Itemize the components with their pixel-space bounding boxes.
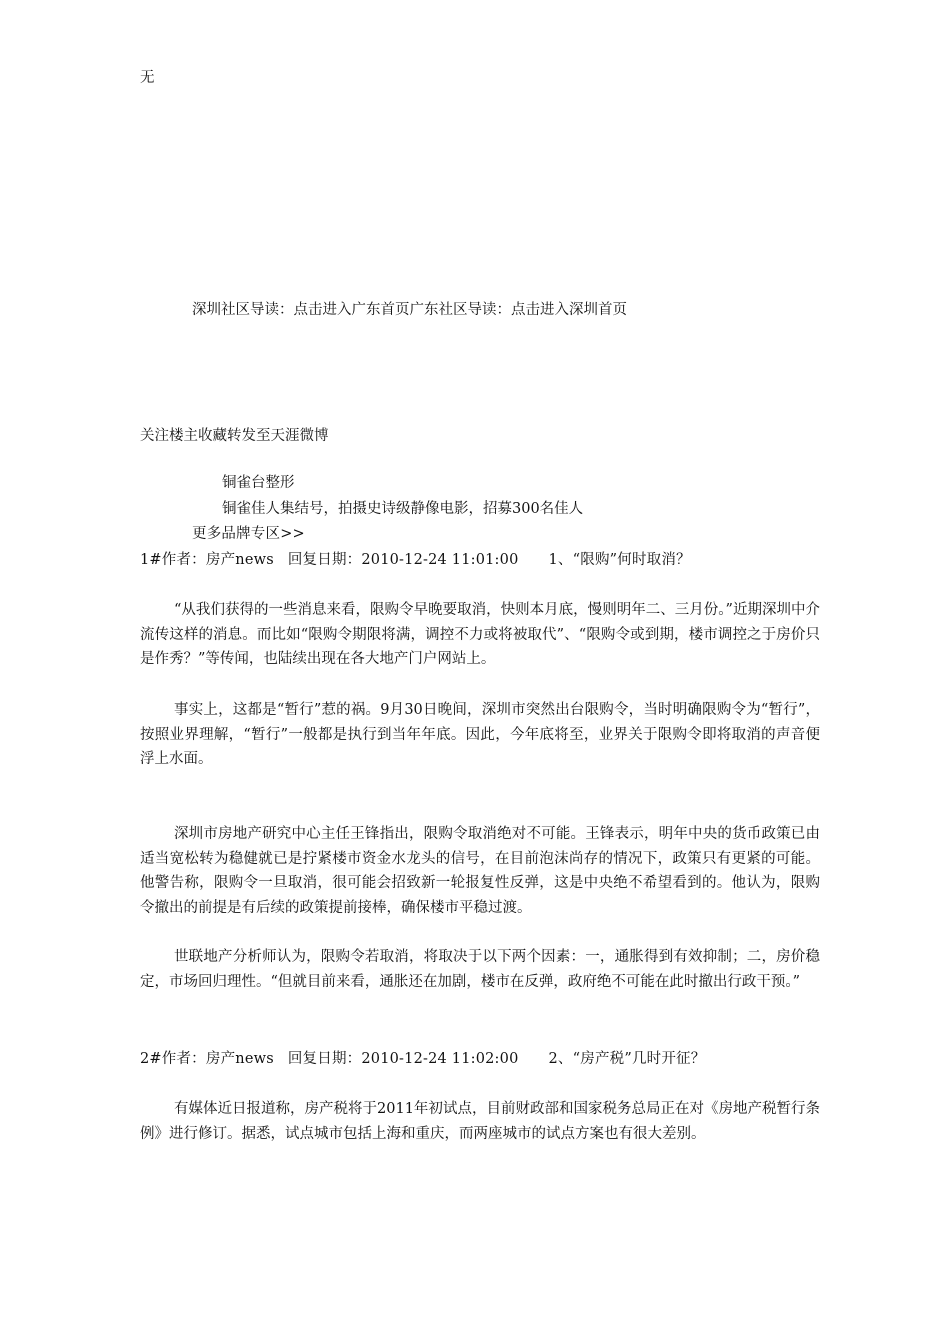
post-1-paragraph: 世联地产分析师认为，限购令若取消，将取决于以下两个因素：一，通胀得到有效抑制；二，房价稳定，市场回归理性。“但就目前来看，通胀还在加剧，楼市在反弹，政府绝不可能在此时撤出行政干预。”: [140, 949, 820, 990]
post-1-paragraph: 事实上，这都是“暂行”惹的祸。9月30日晚间，深圳市突然出台限购令，当时明确限购令为“暂行”，按照业界理解，“暂行”一般都是执行到当年年底。因此，今年底将至，业界关于限购令即将取消的声音便浮上水面。: [140, 702, 820, 767]
brand-title[interactable]: 铜雀台整形: [222, 475, 295, 491]
follow-bar-link[interactable]: 关注楼主收藏转发至天涯微博: [140, 428, 329, 444]
post-reply-date: 回复日期：2010-12-24 11:02:00: [287, 1051, 519, 1067]
post-1-paragraph: “从我们获得的一些消息来看，限购令早晚要取消，快则本月底，慢则明年二、三月份。”近期深圳中介流传这样的消息。而比如“限购令期限将满，调控不力或将被取代”、“限购令或到期，楼市调控之于房价只是作秀？”等传闻，也陆续出现在各大地产门户网站上。: [140, 602, 820, 667]
post-header-1: [140, 550, 691, 570]
brand-subtitle[interactable]: 铜雀佳人集结号，拍摄史诗级静像电影，招募300名佳人: [222, 501, 584, 517]
post-2-paragraph: 有媒体近日报道称，房产税将于2011年初试点，目前财政部和国家税务总局正在对《房地产税暂行条例》进行修订。据悉，试点城市包括上海和重庆，而两座城市的试点方案也有很大差别。: [140, 1101, 820, 1142]
brand-more-link[interactable]: 更多品牌专区>>: [192, 526, 305, 542]
post-floor-author: 1#作者：房产news: [140, 552, 274, 568]
post-reply-date: 回复日期：2010-12-24 11:01:00: [287, 552, 519, 568]
community-guide: [192, 300, 627, 320]
post-1-paragraph: 深圳市房地产研究中心主任王锋指出，限购令取消绝对不可能。王锋表示，明年中央的货币政策已由适当宽松转为稳健就已是拧紧楼市资金水龙头的信号，在目前泡沫尚存的情况下，政策只有更紧的可能。他警告称，限购令一旦取消，很可能会招致新一轮报复性反弹，这是中央绝不希望看到的。他认为，限购令撤出的前提是有后续的政策提前接棒，确保楼市平稳过渡。: [140, 826, 820, 916]
post-header-2: [140, 1049, 705, 1069]
post-floor-author: 2#作者：房产news: [140, 1051, 274, 1067]
follow-bar: [140, 426, 329, 446]
post-heading: 1、“限购”何时取消？: [548, 552, 691, 568]
top-character: 无: [140, 70, 155, 86]
post-heading: 2、“房产税”几时开征？: [548, 1051, 706, 1067]
community-guide-link[interactable]: 深圳社区导读：点击进入广东首页广东社区导读：点击进入深圳首页: [192, 302, 627, 318]
